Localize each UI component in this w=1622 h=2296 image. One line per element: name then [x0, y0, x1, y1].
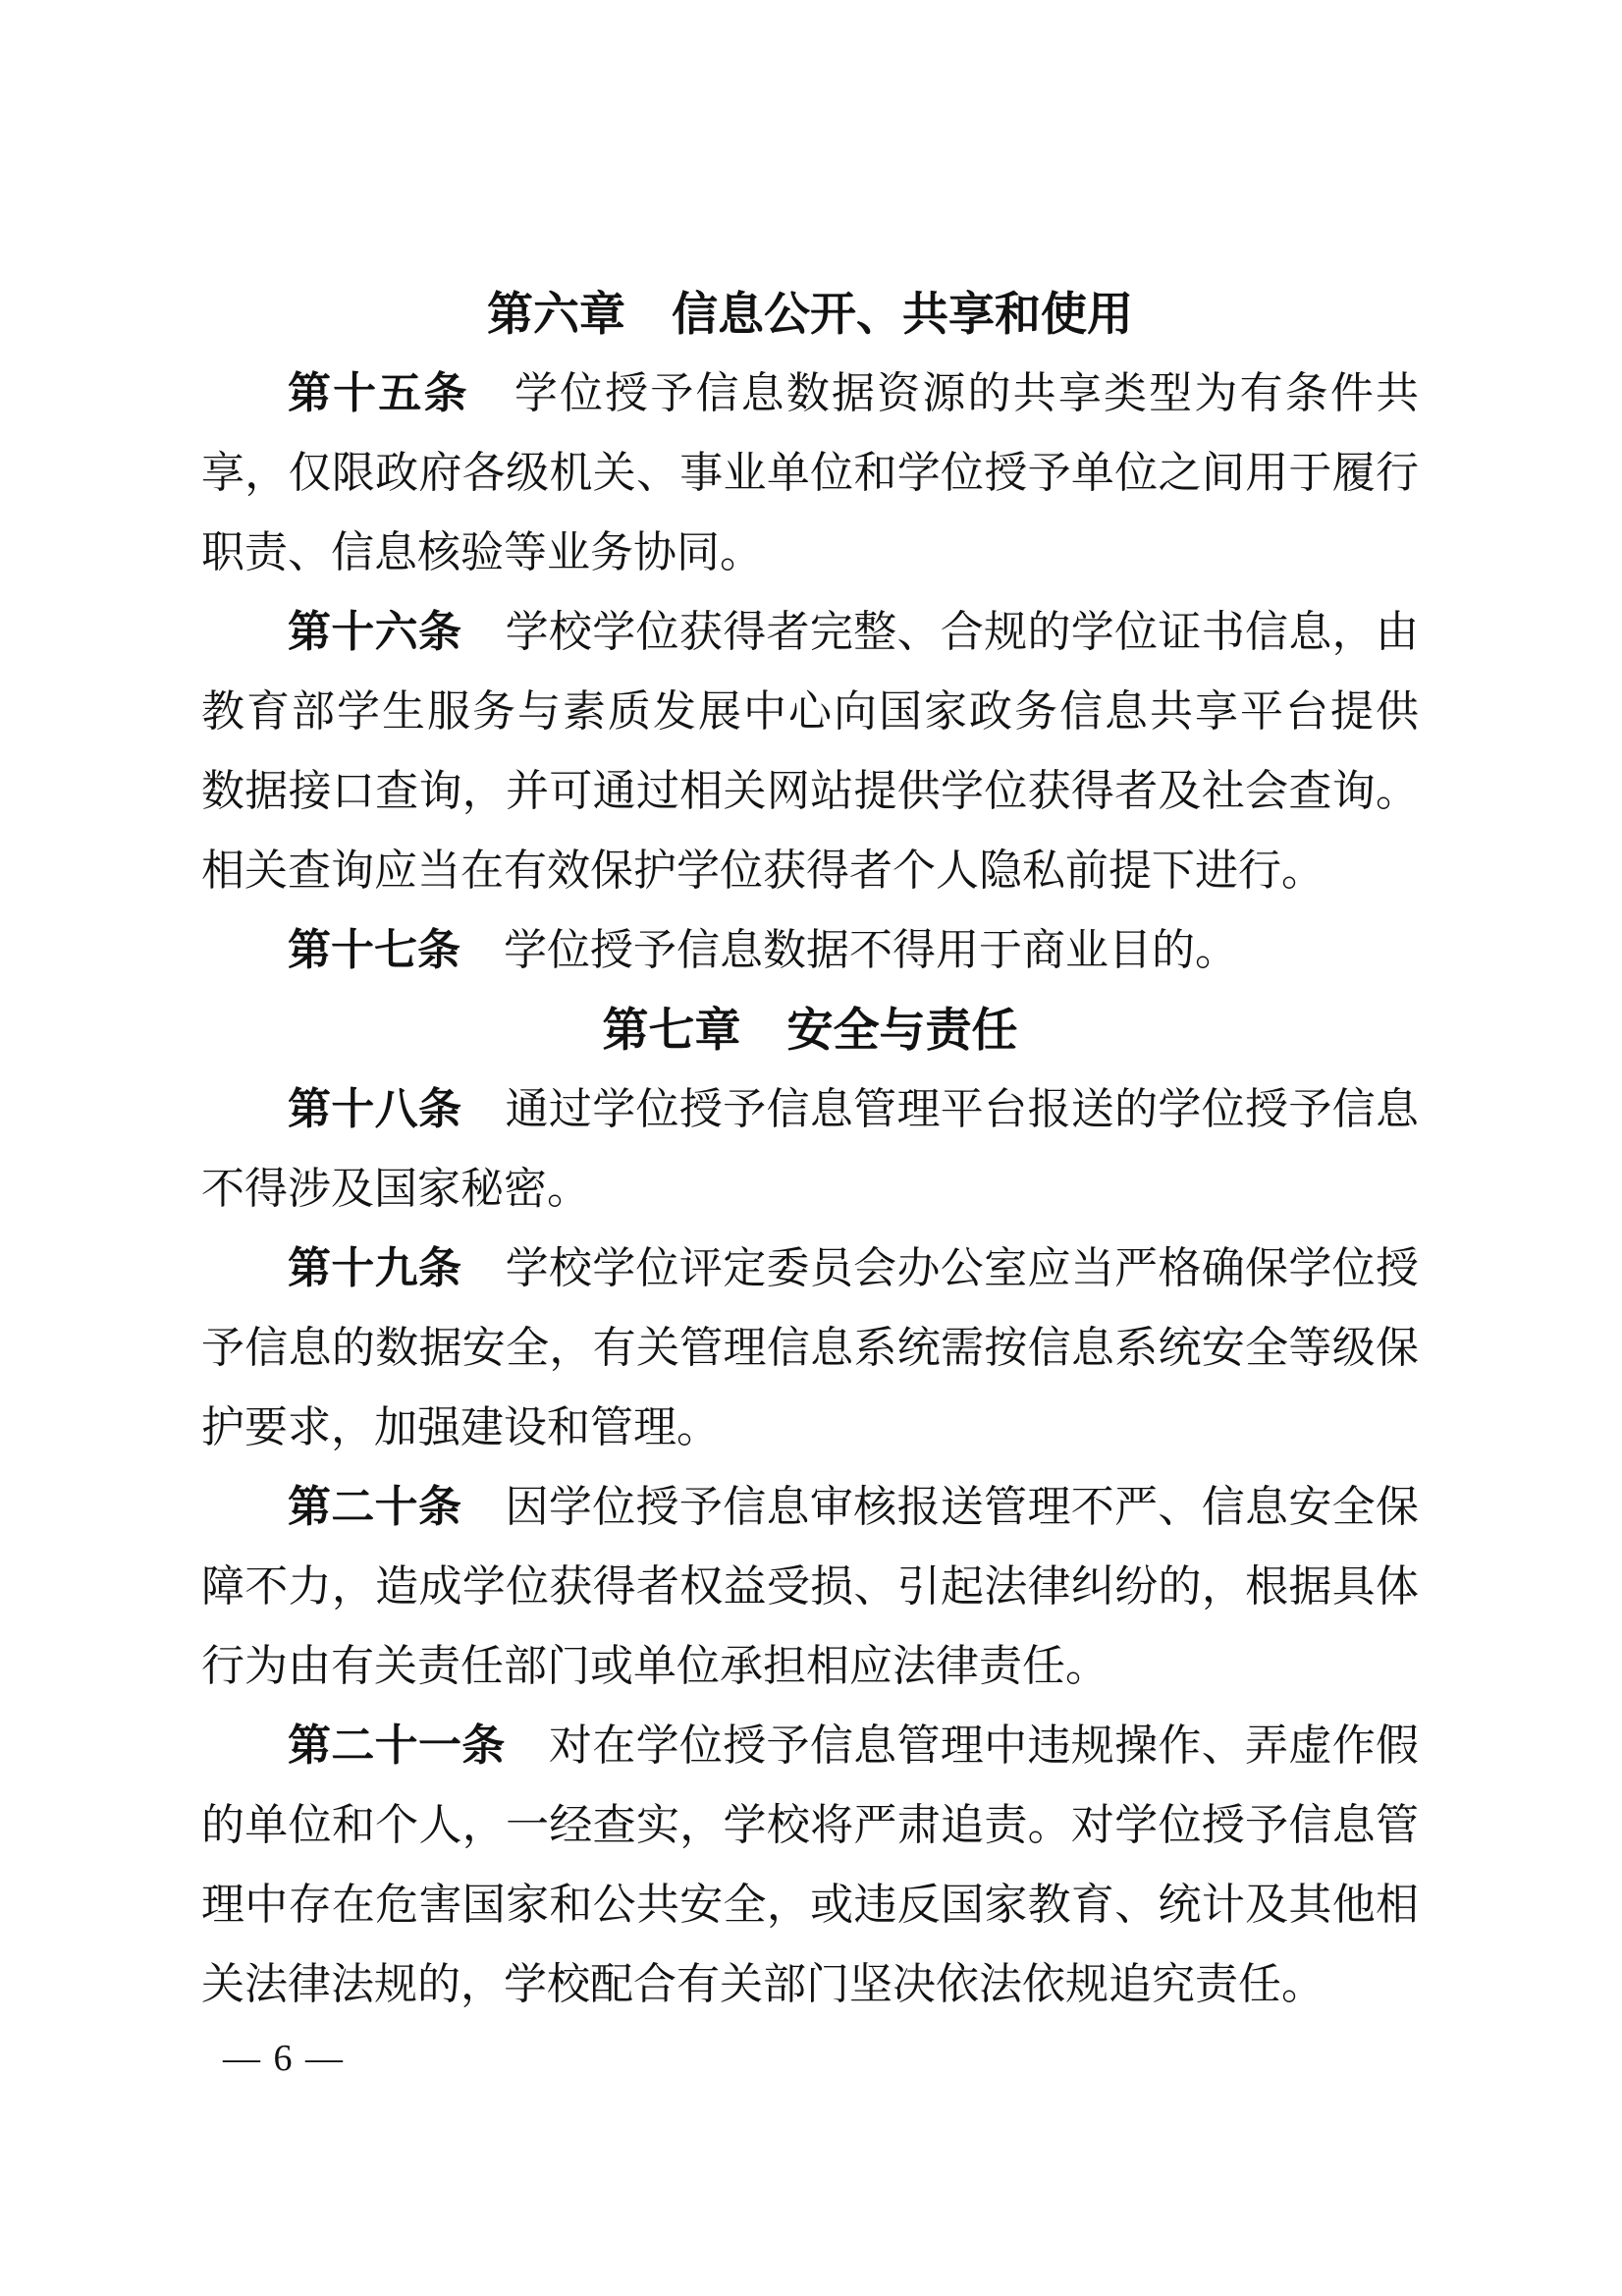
article-number: 第十六条: [288, 608, 462, 656]
article-16-line-2: 教育部学生服务与素质发展中心向国家政务信息共享平台提供: [201, 687, 1419, 736]
article-20-line-1: [201, 1467, 1419, 1547]
article-16-line-4: 相关查询应当在有效保护学位获得者个人隐私前提下进行。: [201, 847, 1325, 895]
article-number: 第二十条: [288, 1483, 462, 1531]
article-number: 第二十一条: [288, 1722, 506, 1770]
line-text: 因学位授予信息审核报送管理不严、信息安全保: [461, 1483, 1419, 1531]
article-number: 第十七条: [288, 926, 460, 974]
article-15-line-1: [201, 354, 1419, 433]
article-16-line-1: [201, 592, 1419, 672]
article-number: 第十九条: [288, 1244, 462, 1292]
article-21-line-4: 关法律法规的，学校配合有关部门坚决依法依规追究责任。: [201, 1960, 1325, 2008]
article-number: 第十八条: [288, 1085, 462, 1133]
article-number: 第十五条: [288, 369, 469, 417]
article-21-line-3: 理中存在危害国家和公共安全，或违反国家教育、统计及其他相: [201, 1881, 1419, 1929]
line-text: 对在学位授予信息管理中违规操作、弄虚作假: [505, 1722, 1420, 1770]
article-19-line-2: 予信息的数据安全，有关管理信息系统需按信息系统安全等级保: [201, 1324, 1419, 1372]
article-18-line-2: 不得涉及国家秘密。: [201, 1165, 590, 1213]
chapter-7-heading: 第七章 安全与责任: [602, 1004, 1018, 1056]
article-19-line-1: [201, 1229, 1419, 1308]
article-15-line-2: 享，仅限政府各级机关、事业单位和学位授予单位之间用于履行: [201, 449, 1419, 497]
line-text: 学校学位评定委员会办公室应当严格确保学位授: [461, 1244, 1419, 1292]
article-17-line-1: [201, 910, 1419, 990]
article-21-line-1: [201, 1706, 1419, 1785]
line-text: 学位授予信息数据资源的共享类型为有条件共: [468, 369, 1420, 417]
article-15-line-3: 职责、信息核验等业务协同。: [201, 528, 763, 576]
article-19-line-3: 护要求，加强建设和管理。: [201, 1403, 720, 1451]
page-number: — 6 —: [223, 2038, 345, 2079]
document-body: [201, 274, 1419, 2024]
chapter-6-heading: 第六章 信息公开、共享和使用: [487, 288, 1133, 340]
article-20-line-3: 行为由有关责任部门或单位承担相应法律责任。: [201, 1642, 1108, 1690]
line-text: 学校学位获得者完整、合规的学位证书信息，由: [461, 608, 1419, 656]
line-text: 学位授予信息数据不得用于商业目的。: [460, 926, 1238, 974]
article-20-line-2: 障不力，造成学位获得者权益受损、引起法律纠纷的，根据具体: [201, 1562, 1419, 1611]
article-16-line-3: 数据接口查询，并可通过相关网站提供学位获得者及社会查询。: [201, 767, 1419, 815]
article-21-line-2: 的单位和个人，一经查实，学校将严肃追责。对学位授予信息管: [201, 1801, 1419, 1849]
article-18-line-1: [201, 1069, 1419, 1149]
line-text: 通过学位授予信息管理平台报送的学位授予信息: [461, 1085, 1419, 1133]
